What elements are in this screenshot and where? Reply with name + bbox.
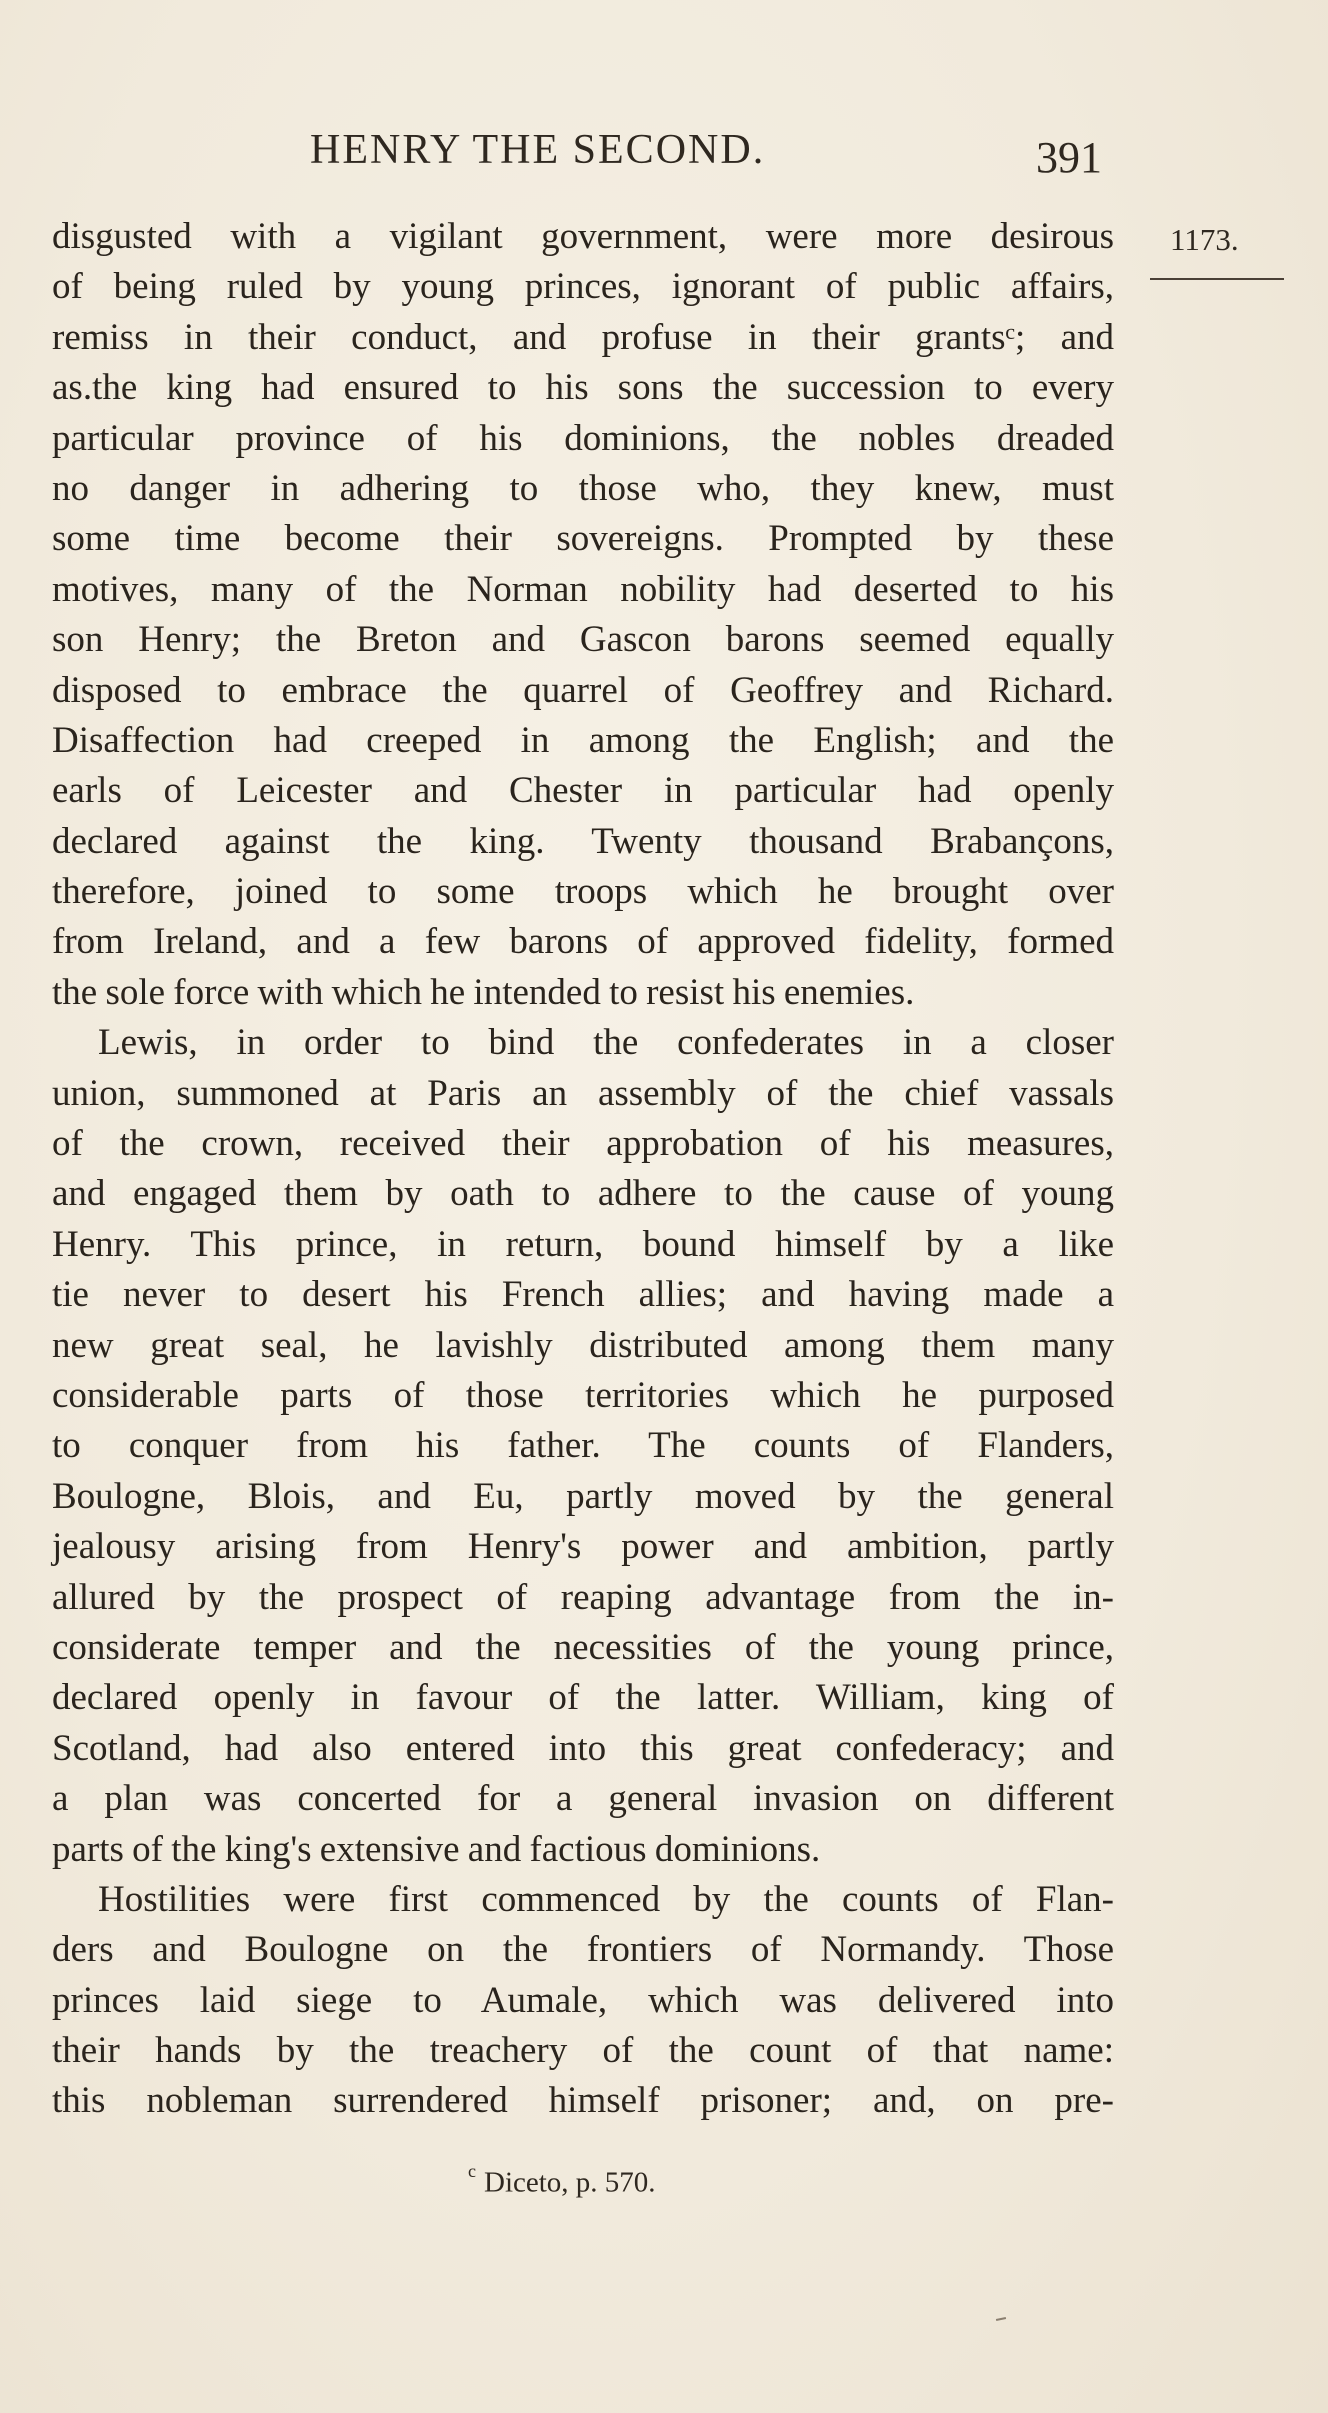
text-line: to conquer from his father. The counts of Flanders, [52,1425,1114,1467]
text-line: the sole force with which he intended to resist his enemies. [52,971,915,1013]
text-line: Scotland, had also entered into this great confederacy; and [52,1727,1114,1769]
text-line: Boulogne, Blois, and Eu, partly moved by the general [52,1475,1114,1517]
text-line: son Henry; the Breton and Gascon barons seemed equally [52,619,1114,661]
footnote-marker: c [468,2161,476,2181]
marginal-year: 1173. [1170,222,1239,257]
body-text [52,212,1114,2127]
text-line: disposed to embrace the quarrel of Geoffrey and Richard. [52,669,1114,711]
text-line: as.the king had ensured to his sons the succession to every [52,367,1114,409]
text-line: jealousy arising from Henry's power and ambition, partly [52,1526,1114,1568]
text-line: declared openly in favour of the latter. William, king of [52,1677,1114,1719]
text-line: motives, many of the Norman nobility had deserted to his [52,568,1114,610]
text-line: declared against the king. Twenty thousand Brabançons, [52,820,1114,862]
footnote-text: Diceto, p. 570. [484,2166,656,2199]
paper-speck [996,2317,1006,2321]
text-line: considerate temper and the necessities of the young prince, [52,1626,1114,1668]
text-line: of being ruled by young princes, ignorant of public affairs, [52,266,1114,308]
text-line: Henry. This prince, in return, bound himself by a like [52,1223,1114,1265]
text-line: Hostilities were first commenced by the counts of Flan- [98,1878,1114,1920]
marginal-rule [1150,278,1284,280]
text-line: Disaffection had creeped in among the English; and the [52,719,1114,761]
text-line: considerable parts of those territories which he purposed [52,1374,1114,1416]
text-line: of the crown, received their approbation of his measures, [52,1123,1114,1165]
text-line: princes laid siege to Aumale, which was delivered into [52,1979,1114,2021]
text-line: remiss in their conduct, and profuse in their grantsᶜ; and [52,316,1114,358]
text-line: earls of Leicester and Chester in particular had openly [52,770,1114,812]
text-line: allured by the prospect of reaping advantage from the in- [52,1576,1114,1618]
paragraph [52,212,1114,1018]
text-line: their hands by the treachery of the count of that name: [52,2030,1114,2072]
text-line: from Ireland, and a few barons of approved fidelity, formed [52,921,1114,963]
text-line: Lewis, in order to bind the confederates in a closer [98,1022,1114,1064]
footnote [468,2161,656,2200]
text-line: therefore, joined to some troops which he brought over [52,871,1114,913]
text-line: some time become their sovereigns. Prompted by these [52,518,1114,560]
text-line: tie never to desert his French allies; and having made a [52,1274,1114,1316]
running-head: HENRY THE SECOND. [310,127,766,173]
text-line: particular province of his dominions, the nobles dreaded [52,417,1114,459]
text-line: and engaged them by oath to adhere to the cause of young [52,1173,1114,1215]
paragraph [52,1018,1114,1875]
text-line: new great seal, he lavishly distributed among them many [52,1324,1114,1366]
paragraph [52,1875,1114,2127]
page-number: 391 [1036,133,1102,182]
text-line: disgusted with a vigilant government, were more desirous [52,216,1114,257]
text-line: parts of the king's extensive and factious dominions. [52,1828,821,1870]
text-line: ders and Boulogne on the frontiers of Normandy. Those [52,1929,1114,1971]
text-line: no danger in adhering to those who, they knew, must [52,467,1114,509]
text-line: a plan was concerted for a general invasion on different [52,1778,1114,1820]
text-line: this nobleman surrendered himself prisoner; and, on pre- [52,2080,1114,2122]
text-line: union, summoned at Paris an assembly of the chief vassals [52,1072,1114,1114]
